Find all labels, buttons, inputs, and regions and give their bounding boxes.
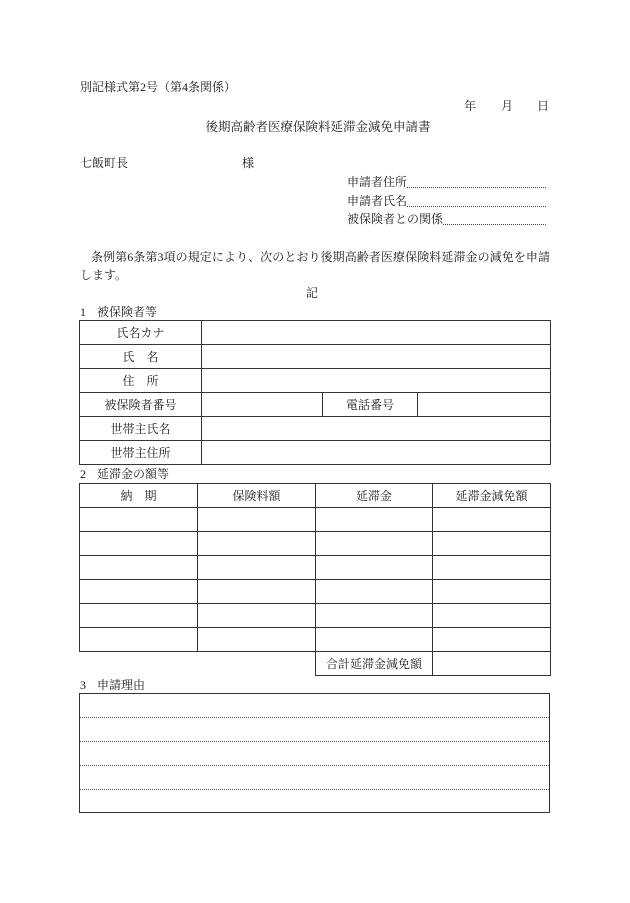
applicant-name-field: [347, 194, 546, 208]
table-cell: [433, 532, 551, 556]
insured-number-value-cell: [202, 393, 323, 417]
table-cell: [80, 604, 198, 628]
reason-writing-line: [80, 766, 549, 790]
table-cell: [433, 604, 551, 628]
table-cell: [316, 508, 433, 532]
total-late-fee-reduction-value-cell: [433, 652, 551, 676]
table-row: [80, 532, 551, 556]
table-cell: [80, 580, 198, 604]
applicant-address-label: 申請者住所: [347, 175, 408, 189]
table-cell: [80, 532, 198, 556]
householder-address-label: 世帯主住所: [80, 441, 202, 465]
table-cell: [80, 508, 198, 532]
householder-address-value-cell: [202, 441, 551, 465]
reason-writing-line: [80, 790, 549, 812]
table-cell: [198, 628, 316, 652]
reason-writing-line: [80, 742, 549, 766]
table-cell: [433, 628, 551, 652]
name-kana-label: 氏名カナ: [80, 321, 202, 345]
table-row: [80, 604, 551, 628]
relation-to-insured-field: [347, 212, 546, 226]
section-2-title: 延滞金の額等: [97, 467, 170, 481]
section-1-title: 被保険者等: [97, 305, 158, 319]
addressee-honorific: 様: [242, 156, 255, 170]
table-cell: [80, 556, 198, 580]
phone-number-value-cell: [418, 393, 551, 417]
table-row: [80, 441, 551, 465]
name-kana-value-cell: [202, 321, 551, 345]
table-row: [80, 580, 551, 604]
name-label: 氏 名: [80, 345, 202, 369]
application-statement: 条例第6条第3項の規定により、次のとおり後期高齢者医療保険料延滞金の減免を申請します。: [80, 250, 550, 282]
table-cell: [433, 556, 551, 580]
table-cell: [198, 556, 316, 580]
table-cell: [433, 508, 551, 532]
table-cell: [316, 604, 433, 628]
table-row: [80, 369, 551, 393]
date-day-label: 日: [537, 99, 550, 113]
householder-name-label: 世帯主氏名: [80, 417, 202, 441]
document-title: 後期高齢者医療保険料延滞金減免申請書: [205, 120, 431, 134]
table-row: [80, 321, 551, 345]
householder-name-value-cell: [202, 417, 551, 441]
date-year-label: 年: [464, 99, 477, 113]
form-number: 別記様式第2号（第4条関係）: [80, 80, 237, 94]
table-row: [80, 628, 551, 652]
relation-to-insured-label: 被保険者との関係: [347, 212, 444, 226]
section-2-number: 2: [80, 467, 86, 481]
table-row: [80, 417, 551, 441]
table-cell: [198, 580, 316, 604]
late-fee-table: [79, 483, 551, 676]
table-cell: [198, 508, 316, 532]
address-value-cell: [202, 369, 551, 393]
insured-number-label: 被保険者番号: [80, 393, 202, 417]
table-cell: [433, 580, 551, 604]
column-header-late-fee: 延滞金: [316, 484, 433, 508]
column-header-late-fee-reduction: 延滞金減免額: [433, 484, 551, 508]
date-month-label: 月: [501, 99, 514, 113]
column-header-premium-amount: 保険料額: [198, 484, 316, 508]
table-cell: [198, 532, 316, 556]
applicant-address-dotted-line: [407, 176, 546, 188]
reason-writing-line: [80, 694, 549, 718]
applicant-name-label: 申請者氏名: [347, 194, 408, 208]
reason-writing-line: [80, 718, 549, 742]
insured-person-table: [79, 320, 551, 465]
table-cell: [316, 580, 433, 604]
address-label: 住 所: [80, 369, 202, 393]
total-row: [80, 652, 551, 676]
table-header-row: [80, 484, 551, 508]
section-3-title: 申請理由: [97, 678, 146, 692]
total-row-spacer: [80, 652, 316, 676]
table-row: [80, 393, 551, 417]
table-cell: [80, 628, 198, 652]
ki-marker: 記: [306, 286, 319, 300]
section-1-heading: [80, 305, 157, 319]
table-cell: [316, 532, 433, 556]
name-value-cell: [202, 345, 551, 369]
table-cell: [316, 628, 433, 652]
section-2-heading: [80, 467, 169, 481]
phone-number-label: 電話番号: [323, 393, 418, 417]
application-reason-box: [79, 693, 550, 813]
table-cell: [198, 604, 316, 628]
total-late-fee-reduction-label: 合計延滞金減免額: [316, 652, 433, 676]
relation-to-insured-dotted-line: [443, 213, 546, 225]
column-header-due-date: 納 期: [80, 484, 198, 508]
addressee-name: 七飯町長: [80, 156, 129, 170]
section-3-number: 3: [80, 678, 86, 692]
section-1-number: 1: [80, 305, 86, 319]
section-3-heading: [80, 678, 145, 692]
applicant-name-dotted-line: [407, 195, 546, 207]
applicant-address-field: [347, 175, 546, 189]
table-row: [80, 345, 551, 369]
table-row: [80, 508, 551, 532]
table-cell: [316, 556, 433, 580]
table-row: [80, 556, 551, 580]
